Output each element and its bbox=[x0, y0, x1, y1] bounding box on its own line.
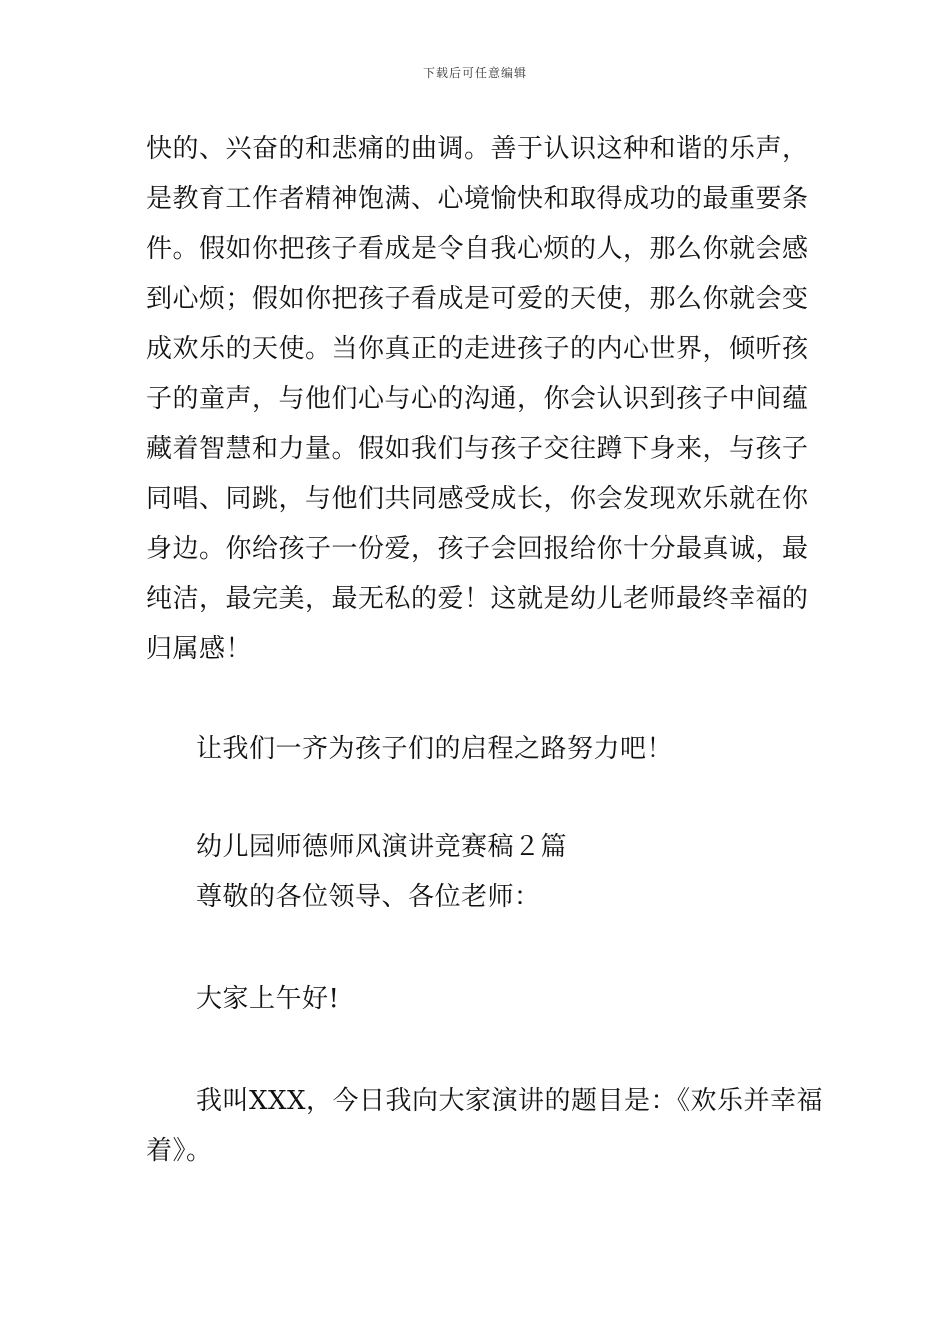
body-line: 成欢乐的天使。当你真正的走进孩子的内心世界，倾听孩 bbox=[146, 334, 809, 364]
body-line: 件。假如你把孩子看成是令自我心烦的人，那么你就会感 bbox=[146, 234, 809, 264]
body-line: 纯洁，最完美，最无私的爱！这就是幼儿老师最终幸福的 bbox=[146, 584, 809, 614]
body-line: 藏着智慧和力量。假如我们与孩子交往蹲下身来，与孩子 bbox=[146, 434, 809, 464]
intro-line: 我叫XXX，今日我向大家演讲的题目是：《欢乐并幸福 bbox=[196, 1086, 824, 1116]
exhortation-line: 让我们一齐为孩子们的启程之路努力吧！ bbox=[196, 734, 674, 764]
page-header: 下载后可任意编辑 bbox=[422, 66, 527, 80]
body-line: 同唱、同跳，与他们共同感受成长，你会发现欢乐就在你 bbox=[146, 484, 809, 514]
body-line: 是教育工作者精神饱满、心境愉快和取得成功的最重要条 bbox=[146, 184, 809, 214]
document-body bbox=[146, 124, 824, 1176]
body-line: 快的、兴奋的和悲痛的曲调。善于认识这种和谐的乐声， bbox=[146, 134, 809, 164]
body-line: 到心烦；假如你把孩子看成是可爱的天使，那么你就会变 bbox=[146, 284, 809, 314]
section-title: 幼儿园师德师风演讲竞赛稿２篇 bbox=[196, 832, 568, 862]
body-paragraph bbox=[146, 124, 810, 674]
body-line: 子的童声，与他们心与心的沟通，你会认识到孩子中间蕴 bbox=[146, 384, 809, 414]
salutation-line: 尊敬的各位领导、各位老师： bbox=[196, 882, 541, 912]
intro-line-continued: 着》。 bbox=[146, 1136, 213, 1166]
greeting-line: 大家上午好! bbox=[196, 984, 340, 1014]
body-line: 身边。你给孩子一份爱，孩子会回报给你十分最真诚，最 bbox=[146, 534, 809, 564]
body-line: 归属感！ bbox=[146, 634, 253, 664]
